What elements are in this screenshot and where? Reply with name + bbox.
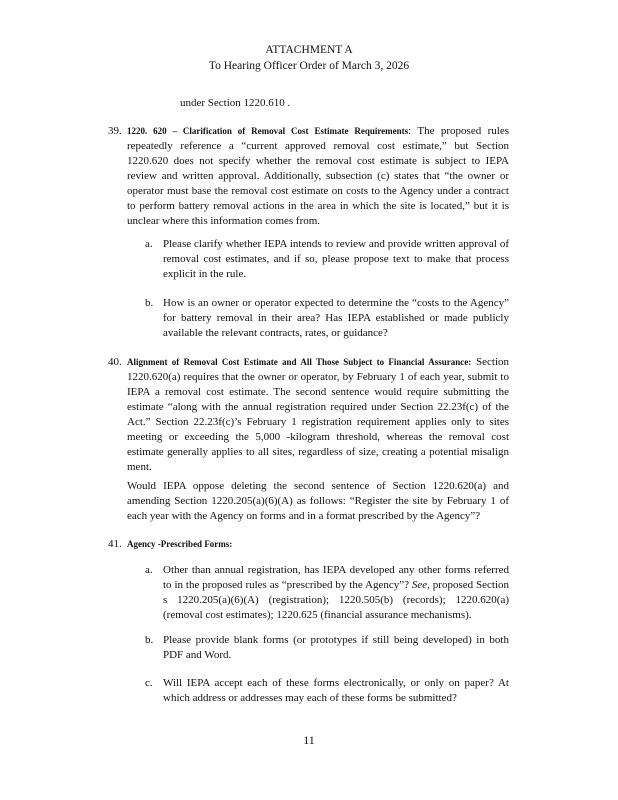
question-41-heading-line: [127, 537, 509, 552]
question-40-paragraph: [127, 355, 509, 475]
question-39-heading: 1220. 620 – Clarification of Removal Cost Estimate Requirements: [127, 126, 409, 136]
question-41b-label: b.: [145, 634, 154, 646]
question-39a-label: a.: [145, 238, 153, 250]
carry-over-line: under Section 1220.610 .: [180, 97, 291, 109]
question-40-followup: Would IEPA oppose deleting the second sentence of Section 1220.620(a) and amending Section 1220.205(a)(6)(A) as follows: “Register the site by February 1 of each year with the Agency on forms and in a format prescribed by the Agency”?: [127, 480, 509, 522]
question-41a-see: See,: [411, 579, 430, 591]
question-40-number: 40.: [108, 356, 122, 368]
question-41c-label: c.: [145, 677, 153, 689]
question-41b-text: Please provide blank forms (or prototypes if still being developed) in both PDF and Word.: [163, 634, 509, 661]
attachment-heading: ATTACHMENT A: [265, 44, 353, 56]
order-subheading: To Hearing Officer Order of March 3, 2026: [208, 60, 410, 72]
question-41a-label: a.: [145, 564, 153, 576]
question-41a-part1: Other than annual registration, has IEPA developed any other forms referred to in the proposed rules as “prescribed by the Agency”?: [163, 564, 509, 591]
question-39a-text: Please clarify whether IEPA intends to review and provide written approval of removal cost estimates, and if so, please propose text to make that process explicit in the rule.: [163, 238, 509, 280]
question-39-paragraph: [127, 124, 509, 229]
question-40-heading: Alignment of Removal Cost Estimate and All Those Subject to Financial Assurance:: [127, 357, 472, 367]
question-39-body: : The proposed rules repeatedly reference a “current approved removal cost estimate,” but Section 1220.620 does not specify whether the removal cost estimate is subject to IEPA review and written approval. Additionally, subsection (c) states that “the owner or operator must base the removal cost estimate on costs to the Agency under a contract to perform battery removal actions in the area in which the site is located,” but it is unclear where this information comes from.: [127, 125, 509, 227]
page-number: 11: [303, 733, 315, 747]
question-41-number: 41.: [108, 538, 122, 550]
question-41-heading: Agency -Prescribed Forms:: [127, 539, 233, 549]
question-41a-part2: proposed Section s 1220.205(a)(6)(A) (registration); 1220.505(b) (records); 1220.620(a) (removal cost estimates); 1220.625 (financial assurance mechanisms).: [163, 579, 510, 621]
question-41a-text: [163, 563, 509, 623]
question-40-body: Section 1220.620(a) requires that the owner or operator, by February 1 of each year, submit to IEPA a removal cost estimate. The second sentence would require submitting the estimate “along with the annual registration required under Section 22.23f(c) of the Act.” Section 22.23f(c)’s February 1 registration requirement applies only to sites meeting or exceeding the 5,000 -kilogram threshold, whereas the removal cost estimate generally applies to all sites, regardless of size, creating a potential misalign ment.: [127, 356, 510, 473]
question-39b-label: b.: [145, 297, 154, 309]
question-39-number: 39.: [108, 125, 122, 137]
question-39b-text: How is an owner or operator expected to determine the “costs to the Agency” for battery removal in their area? Has IEPA established or made publicly available the relevant contracts, rates, or guidance?: [163, 297, 509, 339]
question-41c-text: Will IEPA accept each of these forms electronically, or only on paper? At which address or addresses may each of these forms be submitted?: [163, 677, 509, 704]
